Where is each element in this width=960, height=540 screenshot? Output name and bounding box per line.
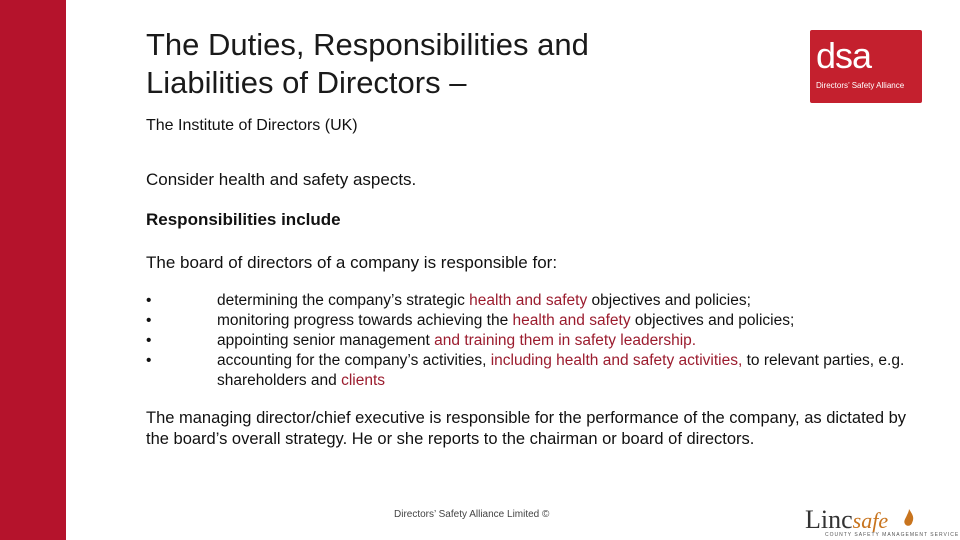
bullet-text-part: monitoring progress towards achieving the bbox=[217, 312, 513, 329]
footer-text: Directors’ Safety Alliance Limited © bbox=[394, 509, 550, 520]
flame-icon bbox=[903, 509, 915, 527]
linc-text: Linc bbox=[805, 505, 853, 534]
bullet-highlight: health and safety bbox=[512, 312, 631, 329]
bullet-text-part: objectives and policies; bbox=[630, 312, 795, 329]
bullet-text bbox=[217, 311, 906, 331]
bullet-item bbox=[146, 351, 906, 391]
lincsafe-wordmark bbox=[805, 505, 888, 535]
bullet-text-part: objectives and policies; bbox=[587, 292, 751, 309]
consider-text: Consider health and safety aspects. bbox=[146, 170, 417, 189]
dsa-logo-subtext: Directors’ Safety Alliance bbox=[816, 81, 905, 90]
lincsafe-tagline: COUNTY SAFETY MANAGEMENT SERVICE bbox=[825, 532, 960, 538]
left-accent-bar bbox=[0, 0, 66, 540]
bullet-text bbox=[217, 291, 906, 311]
dsa-logo-text: dsa bbox=[816, 35, 872, 76]
bullet-highlight: including health and safety activities, bbox=[490, 352, 743, 369]
bullet-text-part: determining the company’s strategic bbox=[217, 292, 470, 309]
bullet-highlight: health and safety bbox=[469, 292, 588, 309]
managing-director-paragraph: The managing director/chief executive is responsible for the performance of the company, as dictated by the board’s overall strategy. He or she reports to the chairman or board of directors. bbox=[146, 409, 907, 448]
slide-subtitle: The Institute of Directors (UK) bbox=[146, 117, 358, 134]
bullet-text-part: accounting for the company’s activities, bbox=[217, 352, 491, 369]
bullet-marker: • bbox=[146, 332, 152, 349]
intro-text: The board of directors of a company is responsible for: bbox=[146, 253, 558, 272]
dsa-logo bbox=[810, 30, 922, 103]
bullet-marker: • bbox=[146, 352, 152, 369]
bullet-marker: • bbox=[146, 292, 152, 309]
bullet-marker: • bbox=[146, 312, 152, 329]
bullet-highlight: and training them in safety leadership. bbox=[434, 332, 697, 349]
bullet-item bbox=[146, 291, 906, 311]
bullet-text bbox=[217, 351, 906, 391]
bullet-list bbox=[146, 291, 906, 391]
bullet-item bbox=[146, 311, 906, 331]
bullet-text-part: appointing senior management bbox=[217, 332, 435, 349]
bullet-text-part: to relevant parties, e.g. shareholders and bbox=[217, 352, 905, 389]
safe-text: safe bbox=[852, 508, 889, 533]
bullet-text bbox=[217, 331, 906, 351]
bullet-highlight: clients bbox=[341, 372, 386, 389]
lincsafe-logo bbox=[805, 503, 960, 540]
slide-title: The Duties, Responsibilities and Liabilities of Directors – bbox=[146, 27, 589, 100]
responsibilities-heading: Responsibilities include bbox=[146, 210, 341, 229]
bullet-item bbox=[146, 331, 906, 351]
